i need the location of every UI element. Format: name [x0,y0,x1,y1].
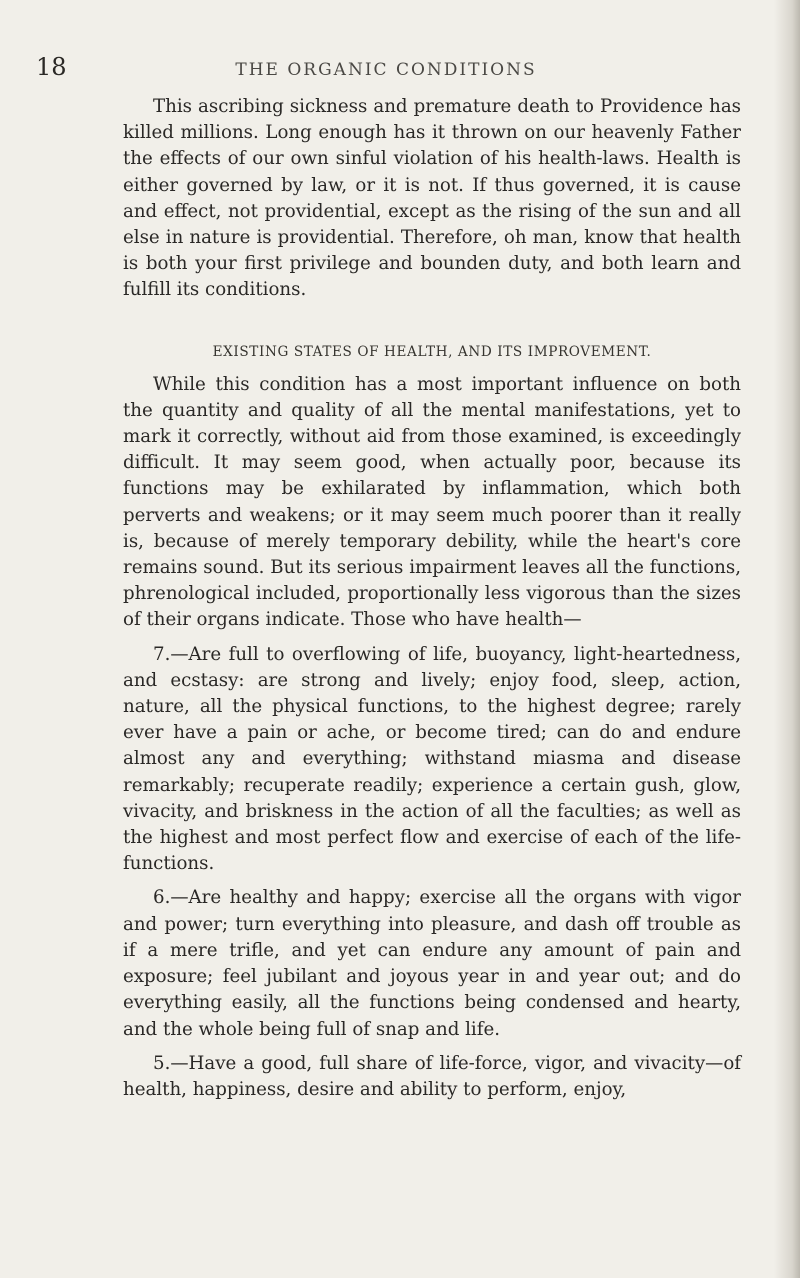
section-paragraph-2: 7.—Are full to overflowing of life, buoyancy, light-heartedness, and ecstasy: are strong and lively; enjoy food, sleep, action, nature, all the physical functions, to the highest degree; rarely ever have a pain or ache, or become tired; can do and endure almost any and everything; withstand miasma and disease remarkably; recuperate readily; experience a certain gush, glow, vivacity, and briskness in the action of all the faculties; as well as the highest and most perfect flow and exercise of each of the life-functions. [123,643,741,875]
section-paragraph-4: 5.—Have a good, full share of life-force, vigor, and vivacity—of health, happiness, desire and ability to perform, enjoy, [123,1052,741,1100]
section-paragraph-1: While this condition has a most important influence on both the quantity and quality of all the mental manifestations, yet to mark it correctly, without aid from those examined, is exceedingly difficult. It may seem good, when actually poor, because its functions may be exhilarated by inflammation, which both perverts and weakens; or it may seem much poorer than it really is, because of merely temporary debility, while the heart's core remains sound. But its serious impairment leaves all the functions, phrenological included, proportionally less vigorous than the sizes of their organs indicate. Those who have health— [123,373,741,631]
running-head: THE ORGANIC CONDITIONS [235,60,537,80]
page-number: 18 [36,53,67,81]
page-edge-shadow [774,0,800,1278]
section-paragraph-3: 6.—Are healthy and happy; exercise all the organs with vigor and power; turn everything into pleasure, and dash off trouble as if a mere trifle, and yet can endure any amount of pain and exposure; feel jubilant and joyous year in and year out; and do everything easily, all the functions being condensed and hearty, and the whole being full of snap and life. [123,887,741,1040]
section-heading: EXISTING STATES OF HEALTH, AND ITS IMPROVEMENT. [212,343,652,360]
page-header [36,52,736,86]
intro-paragraph: This ascribing sickness and premature death to Providence has killed millions. Long enough has it thrown on our heavenly Father the effects of our own sinful violation of his health-laws. Health is either governed by law, or it is not. If thus governed, it is cause and effect, not providential, except as the rising of the sun and all else in nature is providential. Therefore, oh man, know that health is both your first privilege and bounden duty, and both learn and fulfill its conditions. [123,96,741,301]
page-body [123,94,741,1103]
